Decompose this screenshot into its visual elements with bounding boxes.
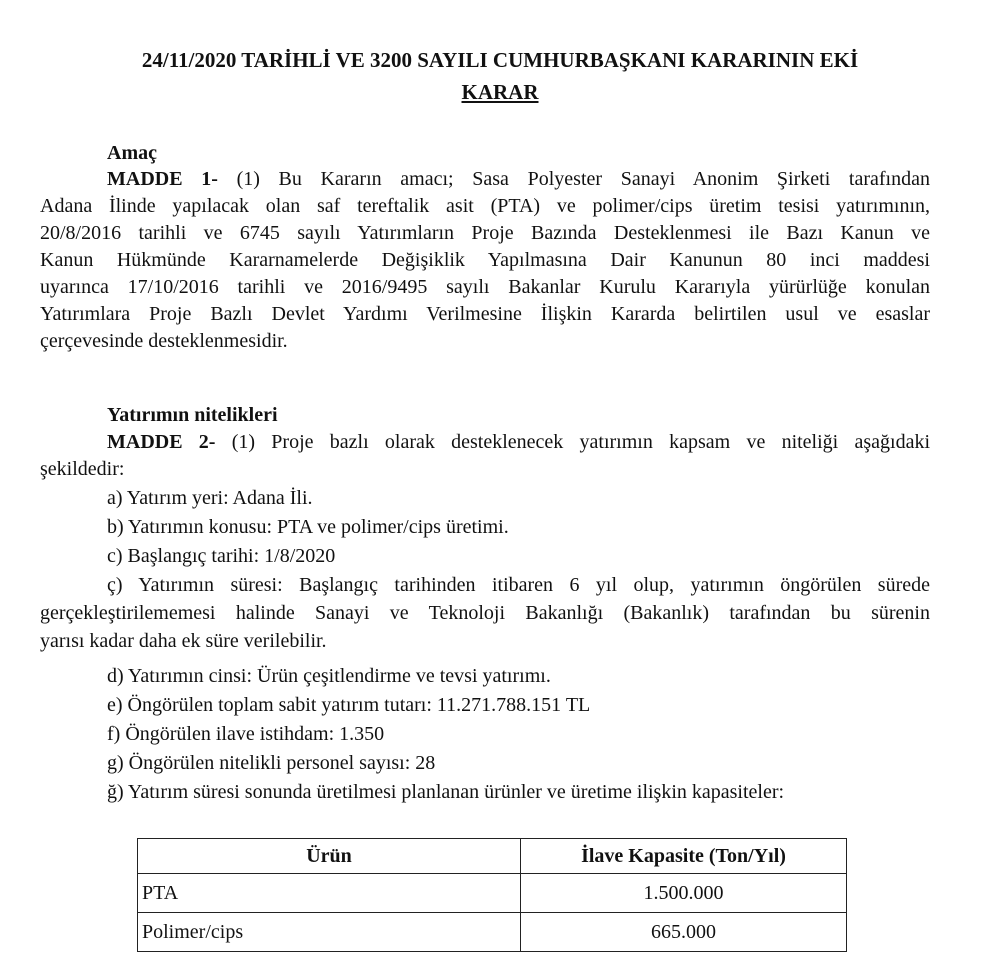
product-cell: Polimer/cips: [138, 913, 521, 952]
nitelik-heading: Yatırımın nitelikleri: [107, 404, 278, 426]
item-c: c) Başlangıç tarihi: 1/8/2020: [107, 545, 336, 567]
item-c-cedilla-line-1: ç) Yatırımın süresi: Başlangıç tarihinden itibaren 6 yıl olup, yatırımın öngörülen sürede: [107, 574, 930, 596]
madde1-line-7: çerçevesinde desteklenmesidir.: [40, 330, 288, 352]
item-g: g) Öngörülen nitelikli personel sayısı: 28: [107, 752, 436, 774]
item-d: d) Yatırımın cinsi: Ürün çeşitlendirme ve tevsi yatırımı.: [107, 665, 551, 687]
item-f: f) Öngörülen ilave istihdam: 1.350: [107, 723, 385, 745]
table-header-row: [138, 839, 847, 874]
item-g-breve: ğ) Yatırım süresi sonunda üretilmesi planlanan ürünler ve üretime ilişkin kapasiteler:: [107, 781, 785, 803]
product-cell: PTA: [138, 874, 521, 913]
capacity-cell: 1.500.000: [521, 874, 847, 913]
madde1-text: (1) Bu Kararın amacı; Sasa Polyester Sanayi Anonim Şirketi tarafından: [236, 168, 930, 190]
item-c-cedilla-line-3: yarısı kadar daha ek süre verilebilir.: [40, 630, 327, 652]
item-b: b) Yatırımın konusu: PTA ve polimer/cips üretimi.: [107, 516, 509, 538]
madde2-label: MADDE 2-: [107, 431, 216, 453]
madde1-line-1: [107, 166, 930, 192]
header-urun: Ürün: [138, 839, 521, 874]
capacity-table: [137, 838, 847, 952]
madde1-line-3: 20/8/2016 tarihli ve 6745 sayılı Yatırımların Proje Bazında Desteklenmesi ile Bazı Kanun ve: [40, 222, 930, 244]
madde1-line-6: Yatırımlara Proje Bazlı Devlet Yardımı Verilmesine İlişkin Kararda belirtilen usul ve esaslar: [40, 303, 930, 325]
madde1-line-4: Kanun Hükmünde Kararnamelerde Değişiklik Yapılmasına Dair Kanunun 80 inci maddesi: [40, 249, 930, 271]
madde1-line-5: uyarınca 17/10/2016 tarihli ve 2016/9495 sayılı Bakanlar Kurulu Kararıyla yürürlüğe konulan: [40, 276, 930, 298]
document-subtitle: KARAR: [461, 80, 539, 104]
item-a: a) Yatırım yeri: Adana İli.: [107, 487, 313, 509]
table-row: [138, 913, 847, 952]
amac-heading: Amaç: [107, 142, 157, 164]
madde2-text: (1) Proje bazlı olarak desteklenecek yatırımın kapsam ve niteliği aşağıdaki: [231, 431, 931, 453]
header-kapasite: İlave Kapasite (Ton/Yıl): [521, 839, 847, 874]
capacity-cell: 665.000: [521, 913, 847, 952]
document-title: 24/11/2020 TARİHLİ VE 3200 SAYILI CUMHURBAŞKANI KARARININ EKİ: [141, 48, 859, 72]
item-c-cedilla-line-2: gerçekleştirilememesi halinde Sanayi ve Teknoloji Bakanlığı (Bakanlık) tarafından bu sürenin: [40, 602, 930, 624]
table-row: [138, 874, 847, 913]
item-e: e) Öngörülen toplam sabit yatırım tutarı: 11.271.788.151 TL: [107, 694, 591, 716]
madde1-line-2: Adana İlinde yapılacak olan saf tereftalik asit (PTA) ve polimer/cips üretim tesisi yatırımının,: [40, 195, 930, 217]
madde2-line-2: şekildedir:: [40, 458, 125, 480]
madde1-label: MADDE 1-: [107, 168, 218, 190]
madde2-line-1: [107, 429, 930, 455]
